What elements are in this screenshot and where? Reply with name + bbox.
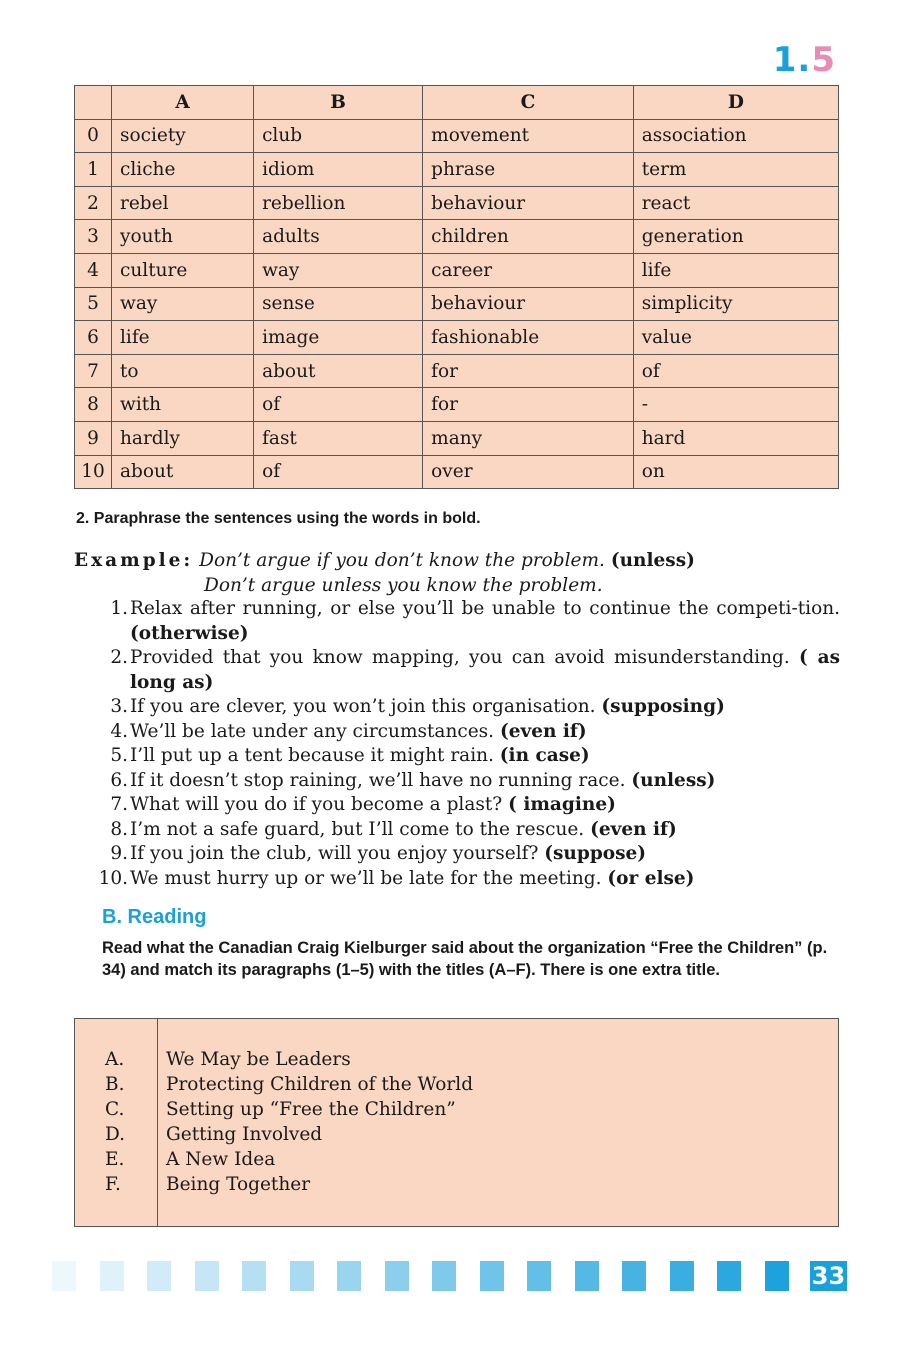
option-cell: association: [633, 119, 838, 153]
keyword: (in case): [499, 745, 590, 766]
page-number: 33: [811, 1262, 846, 1290]
decor-square: [480, 1261, 504, 1291]
list-item: [78, 867, 840, 892]
option-cell: about: [112, 455, 254, 489]
header-a: A: [112, 86, 254, 120]
decor-square: [290, 1261, 314, 1291]
item-number: 8.: [110, 818, 128, 840]
sentence-text: If it doesn’t stop raining, we’ll have no running race.: [130, 769, 626, 791]
item-number: 1.: [110, 598, 128, 619]
option-cell: hard: [633, 421, 838, 455]
item-number: 2.: [110, 647, 128, 668]
option-cell: fast: [254, 421, 423, 455]
item-text: [130, 720, 840, 745]
keyword: ( imagine): [508, 794, 616, 815]
item-number: 7.: [110, 794, 128, 815]
footer-decoration: [0, 1261, 918, 1291]
option-cell: society: [112, 119, 254, 153]
row-index-cell: 10: [75, 455, 112, 489]
item-text: [130, 842, 840, 867]
decor-square: [670, 1261, 694, 1291]
header-index: [75, 86, 112, 120]
unit-number: 1: [772, 40, 798, 80]
sentence-text: Provided that you know mapping, you can avoid misunderstanding.: [130, 647, 790, 668]
list-item: [78, 720, 840, 745]
item-number: 5.: [110, 745, 128, 766]
title-text: We May be Leaders: [166, 1049, 351, 1070]
item-number: 4.: [110, 720, 128, 742]
title-letter: F.: [105, 1174, 121, 1195]
list-item: [78, 793, 840, 818]
item-number: 3.: [110, 696, 128, 717]
title-text: Setting up “Free the Children”: [166, 1099, 456, 1120]
item-number: 6.: [110, 769, 128, 791]
row-index-cell: 8: [75, 388, 112, 422]
option-cell: of: [254, 388, 423, 422]
option-cell: simplicity: [633, 287, 838, 321]
option-cell: -: [633, 388, 838, 422]
list-item: [78, 695, 840, 720]
title-text: A New Idea: [166, 1149, 276, 1170]
option-cell: image: [254, 321, 423, 355]
option-cell: rebellion: [254, 186, 423, 220]
title-text: Protecting Children of the World: [166, 1074, 474, 1095]
row-index-cell: 6: [75, 321, 112, 355]
header-b: B: [254, 86, 423, 120]
row-index-cell: 7: [75, 354, 112, 388]
keyword: (even if): [590, 818, 677, 840]
option-cell: on: [633, 455, 838, 489]
header-c: C: [423, 86, 634, 120]
table-row: [75, 388, 839, 422]
example-label: Example:: [74, 550, 194, 571]
option-cell: to: [112, 354, 254, 388]
decor-square: [242, 1261, 266, 1291]
option-cell: with: [112, 388, 254, 422]
decor-square: [765, 1261, 789, 1291]
option-cell: behaviour: [423, 287, 634, 321]
option-cell: react: [633, 186, 838, 220]
sentence-text: What will you do if you become a plast?: [130, 794, 503, 815]
title-text: Getting Involved: [166, 1124, 323, 1145]
option-cell: term: [633, 153, 838, 187]
table-row: [75, 354, 839, 388]
unit-dot: .: [797, 40, 812, 80]
option-cell: career: [423, 253, 634, 287]
row-index-cell: 1: [75, 153, 112, 187]
sentence-text: We’ll be late under any circumstances.: [130, 720, 495, 742]
table-header-row: [75, 86, 839, 120]
decor-square: [385, 1261, 409, 1291]
item-text: [130, 769, 840, 794]
decor-square: [337, 1261, 361, 1291]
table-body: [75, 119, 839, 489]
decor-square: [195, 1261, 219, 1291]
example-block: [74, 548, 695, 598]
keyword: (supposing): [601, 696, 725, 717]
item-number: 10.: [98, 867, 128, 889]
list-item: [78, 842, 840, 867]
example-sentence: Don’t argue if you don’t know the problem.: [199, 550, 605, 571]
option-cell: behaviour: [423, 186, 634, 220]
list-item: [78, 769, 840, 794]
row-index-cell: 5: [75, 287, 112, 321]
keyword: (even if): [499, 720, 587, 742]
titles-box: [74, 1018, 839, 1227]
option-cell: life: [633, 253, 838, 287]
decor-square: [575, 1261, 599, 1291]
decor-square: [52, 1261, 76, 1291]
keyword: (or else): [607, 867, 695, 889]
option-cell: phrase: [423, 153, 634, 187]
lesson-number: 5: [811, 40, 836, 80]
title-letter: B.: [105, 1074, 125, 1095]
sentence-text: Relax after running, or else you’ll be unable to continue the competi-tion.: [130, 598, 840, 619]
option-cell: for: [423, 388, 634, 422]
list-item: [78, 646, 840, 695]
header-d: D: [633, 86, 838, 120]
option-cell: hardly: [112, 421, 254, 455]
keyword: (suppose): [544, 843, 647, 864]
keyword: ( as long as): [130, 647, 840, 693]
title-letter: C.: [105, 1099, 125, 1120]
option-cell: children: [423, 220, 634, 254]
row-index-cell: 9: [75, 421, 112, 455]
table-row: [75, 119, 839, 153]
option-cell: cliche: [112, 153, 254, 187]
decor-square: [717, 1261, 741, 1291]
table-row: [75, 253, 839, 287]
list-item: [78, 818, 840, 843]
option-cell: club: [254, 119, 423, 153]
item-number: 9.: [110, 843, 128, 864]
item-text: [130, 695, 840, 720]
item-text: [130, 867, 840, 892]
keyword: (otherwise): [130, 622, 249, 644]
option-cell: rebel: [112, 186, 254, 220]
sentence-text: I’m not a safe guard, but I’ll come to the rescue.: [130, 818, 585, 840]
option-cell: adults: [254, 220, 423, 254]
decor-square: [100, 1261, 124, 1291]
table-row: [75, 455, 839, 489]
title-texts-column: [158, 1019, 473, 1226]
sentence-text: I’ll put up a tent because it might rain.: [130, 745, 494, 766]
option-cell: for: [423, 354, 634, 388]
option-cell: culture: [112, 253, 254, 287]
item-text: [130, 793, 840, 818]
task-2-title: 2. Paraphrase the sentences using the words in bold.: [76, 510, 481, 527]
option-cell: way: [112, 287, 254, 321]
item-text: [130, 646, 840, 695]
option-cell: movement: [423, 119, 634, 153]
table-row: [75, 186, 839, 220]
title-letter: E.: [105, 1149, 125, 1170]
item-text: [130, 818, 840, 843]
option-cell: youth: [112, 220, 254, 254]
option-cell: of: [633, 354, 838, 388]
item-text: [130, 744, 840, 769]
reading-instructions: Read what the Canadian Craig Kielburger said about the organization “Free the Children” (p. 34) and match its paragraphs (1–5) with the titles (A–F). There is one extra title.: [102, 939, 828, 979]
sentence-text: We must hurry up or we’ll be late for the meeting.: [130, 867, 602, 889]
example-keyword: (unless): [610, 550, 695, 571]
option-cell: of: [254, 455, 423, 489]
title-letters-column: [75, 1019, 158, 1226]
list-item: [78, 744, 840, 769]
title-letter: A.: [105, 1049, 125, 1070]
row-index-cell: 2: [75, 186, 112, 220]
answer-options-table: [74, 85, 839, 489]
table-row: [75, 421, 839, 455]
row-index-cell: 0: [75, 119, 112, 153]
row-index-cell: 3: [75, 220, 112, 254]
table-row: [75, 220, 839, 254]
option-cell: over: [423, 455, 634, 489]
title-letter: D.: [105, 1124, 126, 1145]
option-cell: fashionable: [423, 321, 634, 355]
sentence-text: If you join the club, will you enjoy yourself?: [130, 843, 539, 864]
title-text: Being Together: [166, 1174, 311, 1195]
decor-square: [432, 1261, 456, 1291]
section-heading: B. Reading: [102, 906, 207, 928]
option-cell: generation: [633, 220, 838, 254]
unit-badge: [773, 40, 836, 80]
decor-square: [527, 1261, 551, 1291]
option-cell: way: [254, 253, 423, 287]
keyword: (unless): [631, 769, 716, 791]
table-row: [75, 153, 839, 187]
option-cell: life: [112, 321, 254, 355]
decor-square: [147, 1261, 171, 1291]
option-cell: sense: [254, 287, 423, 321]
sentence-list: [78, 597, 840, 891]
example-answer: Don’t argue unless you know the problem.: [204, 575, 603, 596]
sentence-text: If you are clever, you won’t join this organisation.: [130, 696, 596, 717]
option-cell: idiom: [254, 153, 423, 187]
option-cell: about: [254, 354, 423, 388]
item-text: [130, 597, 840, 646]
option-cell: many: [423, 421, 634, 455]
table-row: [75, 321, 839, 355]
table-row: [75, 287, 839, 321]
option-cell: value: [633, 321, 838, 355]
row-index-cell: 4: [75, 253, 112, 287]
decor-square: [622, 1261, 646, 1291]
list-item: [78, 597, 840, 646]
